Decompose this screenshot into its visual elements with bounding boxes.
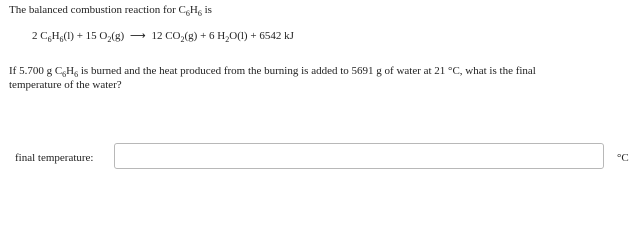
formula-c-subscript: 6	[185, 9, 190, 18]
product1-co: CO	[165, 30, 181, 42]
question-body: is burned and the heat produced from the burning is added to 5691 g of water at 21 °C, what is the final	[80, 65, 536, 77]
reactant1-c: C	[40, 30, 48, 42]
reactant1-c-subscript: 6	[47, 35, 52, 44]
product1-state: (g)	[184, 30, 198, 42]
question-formula	[55, 65, 78, 77]
formula-h-subscript: 6	[197, 9, 202, 18]
plus-sign: +	[76, 30, 83, 42]
reactant2-o: O	[99, 30, 108, 42]
formula-c-subscript: 6	[62, 70, 67, 79]
reactant1-state: (l)	[63, 30, 74, 42]
reactant2-o-subscript: 2	[107, 35, 112, 44]
product1	[151, 30, 197, 42]
formula-h: H	[66, 65, 75, 77]
product2-state: (l)	[237, 30, 248, 42]
product2	[209, 30, 248, 42]
formula-c: C	[54, 65, 63, 77]
reactant2	[86, 30, 125, 42]
intro-formula	[179, 4, 202, 16]
question-mass: If 5.700 g	[9, 65, 53, 77]
unit-label: °C	[617, 152, 629, 164]
intro-suffix: is	[204, 4, 212, 16]
final-temperature-label: final temperature:	[15, 152, 94, 164]
balanced-equation	[32, 29, 294, 43]
plus-sign: +	[200, 30, 207, 42]
reactant1-h: H	[51, 30, 60, 42]
product1-co-subscript: 2	[180, 35, 185, 44]
final-temperature-input[interactable]	[114, 143, 604, 169]
reactant1-h-subscript: 6	[59, 35, 64, 44]
product2-coefficient: 6	[209, 30, 215, 42]
energy-term: 6542 kJ	[259, 30, 294, 42]
product1-coefficient: 12	[151, 30, 163, 42]
reactant2-coefficient: 15	[85, 30, 97, 42]
reactant1	[32, 30, 74, 42]
plus-sign: +	[250, 30, 257, 42]
intro-lead: The balanced combustion reaction for	[9, 4, 176, 16]
product2-h-subscript: 2	[225, 35, 230, 44]
reaction-arrow-icon: ⟶	[129, 29, 146, 42]
question-text-continued: temperature of the water?	[9, 79, 122, 91]
formula-h: H	[189, 4, 198, 16]
question-text	[9, 64, 536, 78]
product2-o: O	[229, 30, 238, 42]
reactant2-state: (g)	[111, 30, 125, 42]
reactant1-coefficient: 2	[32, 30, 38, 42]
formula-h-subscript: 6	[74, 70, 79, 79]
intro-text	[9, 3, 212, 17]
product2-h: H	[217, 30, 226, 42]
formula-c: C	[178, 4, 186, 16]
